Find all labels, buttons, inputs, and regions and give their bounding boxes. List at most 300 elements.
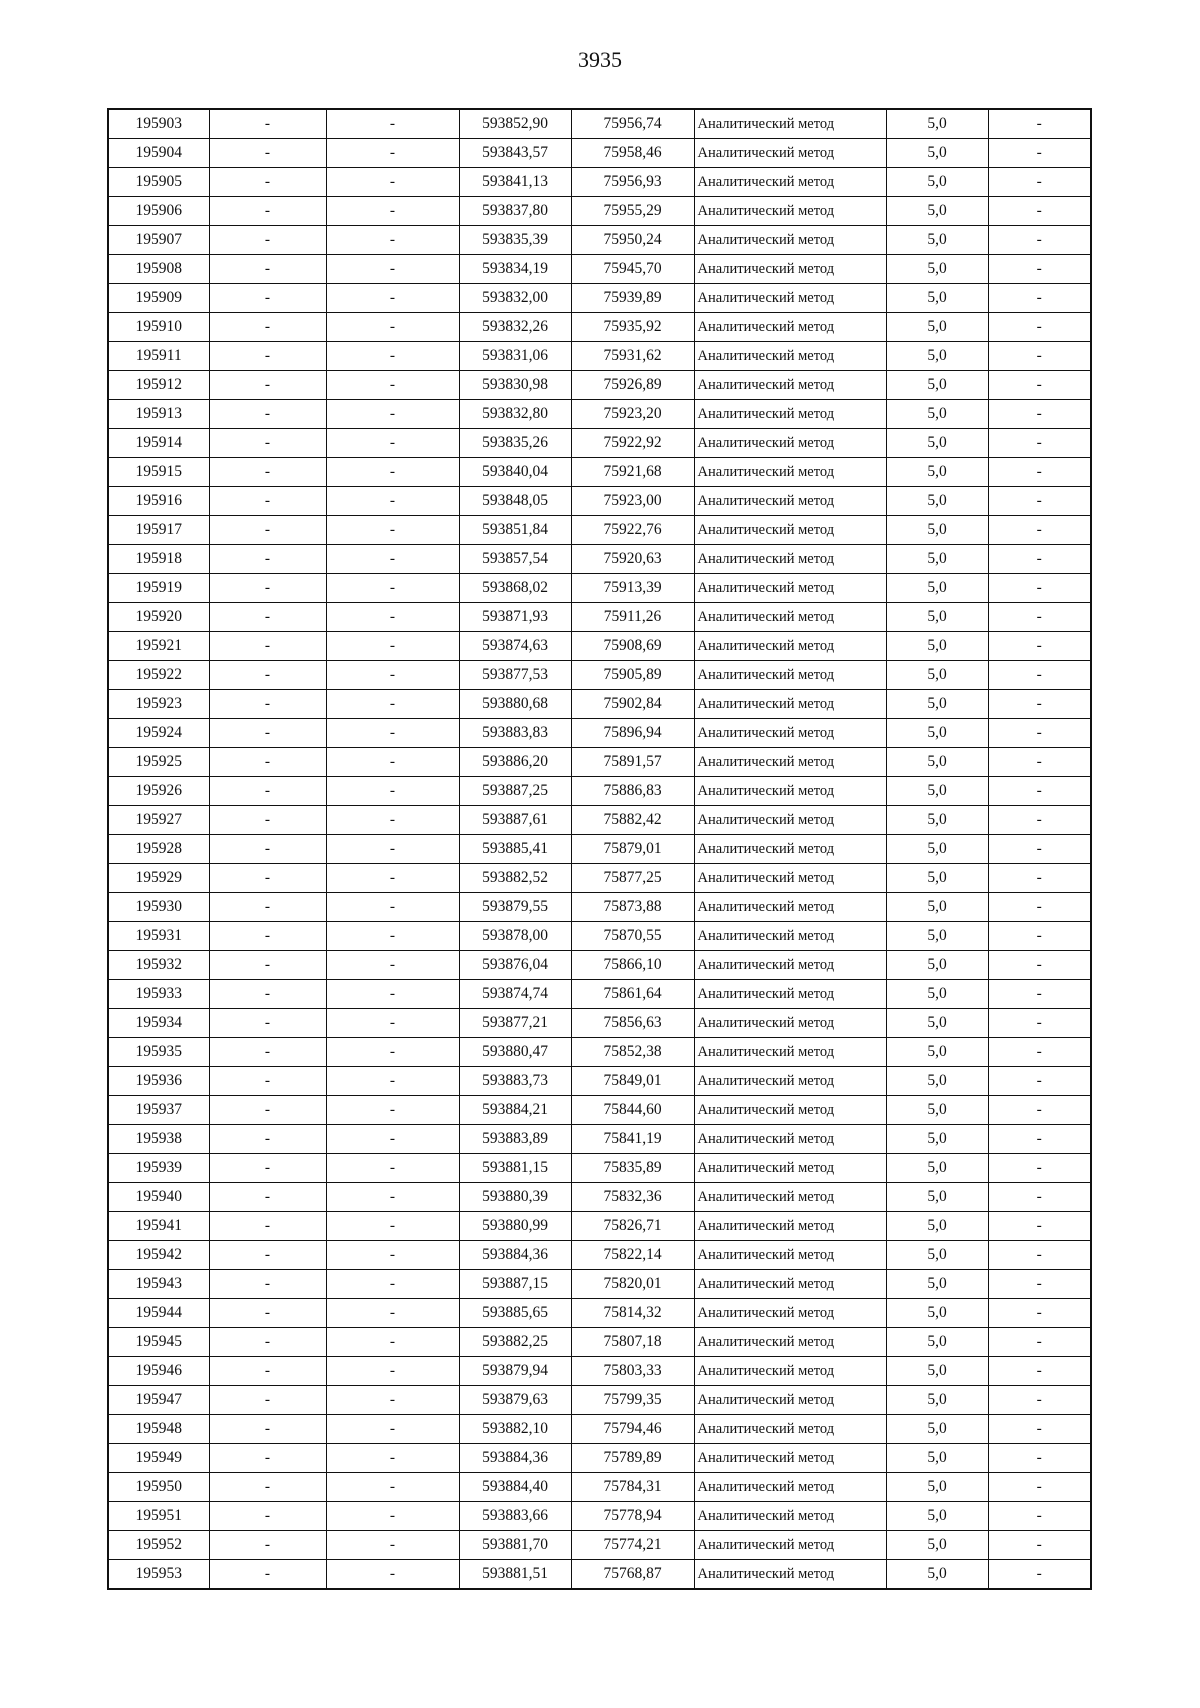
empty-value-cell: -: [988, 632, 1091, 661]
empty-value-cell: -: [209, 1270, 326, 1299]
empty-value-cell: -: [988, 1183, 1091, 1212]
accuracy-cell: 5,0: [886, 516, 988, 545]
accuracy-cell: 5,0: [886, 1473, 988, 1502]
method-cell: Аналитический метод: [694, 893, 886, 922]
empty-value-cell: -: [326, 632, 459, 661]
y-coordinate-cell: 75896,94: [571, 719, 694, 748]
y-coordinate-cell: 75778,94: [571, 1502, 694, 1531]
accuracy-cell: 5,0: [886, 1067, 988, 1096]
empty-value-cell: -: [988, 1502, 1091, 1531]
y-coordinate-cell: 75861,64: [571, 980, 694, 1009]
point-number-cell: 195946: [108, 1357, 209, 1386]
x-coordinate-cell: 593880,47: [459, 1038, 571, 1067]
empty-value-cell: -: [326, 545, 459, 574]
table-row: [108, 806, 1091, 835]
accuracy-cell: 5,0: [886, 603, 988, 632]
accuracy-cell: 5,0: [886, 574, 988, 603]
x-coordinate-cell: 593884,40: [459, 1473, 571, 1502]
y-coordinate-cell: 75826,71: [571, 1212, 694, 1241]
table-row: [108, 545, 1091, 574]
table-row: [108, 1096, 1091, 1125]
accuracy-cell: 5,0: [886, 951, 988, 980]
empty-value-cell: -: [326, 1125, 459, 1154]
empty-value-cell: -: [326, 690, 459, 719]
accuracy-cell: 5,0: [886, 893, 988, 922]
method-cell: Аналитический метод: [694, 197, 886, 226]
x-coordinate-cell: 593886,20: [459, 748, 571, 777]
empty-value-cell: -: [988, 1415, 1091, 1444]
empty-value-cell: -: [209, 1009, 326, 1038]
table-row: [108, 922, 1091, 951]
empty-value-cell: -: [988, 429, 1091, 458]
empty-value-cell: -: [988, 893, 1091, 922]
empty-value-cell: -: [209, 574, 326, 603]
table-row: [108, 777, 1091, 806]
table-row: [108, 1502, 1091, 1531]
method-cell: Аналитический метод: [694, 371, 886, 400]
method-cell: Аналитический метод: [694, 1241, 886, 1270]
method-cell: Аналитический метод: [694, 139, 886, 168]
table-row: [108, 661, 1091, 690]
accuracy-cell: 5,0: [886, 1009, 988, 1038]
empty-value-cell: -: [326, 371, 459, 400]
empty-value-cell: -: [209, 719, 326, 748]
method-cell: Аналитический метод: [694, 1038, 886, 1067]
empty-value-cell: -: [209, 255, 326, 284]
empty-value-cell: -: [209, 1502, 326, 1531]
table-row: [108, 1125, 1091, 1154]
empty-value-cell: -: [326, 284, 459, 313]
empty-value-cell: -: [326, 1328, 459, 1357]
point-number-cell: 195934: [108, 1009, 209, 1038]
point-number-cell: 195904: [108, 139, 209, 168]
point-number-cell: 195915: [108, 458, 209, 487]
x-coordinate-cell: 593880,68: [459, 690, 571, 719]
y-coordinate-cell: 75913,39: [571, 574, 694, 603]
accuracy-cell: 5,0: [886, 1270, 988, 1299]
table-body: [108, 109, 1091, 1589]
x-coordinate-cell: 593883,73: [459, 1067, 571, 1096]
accuracy-cell: 5,0: [886, 1183, 988, 1212]
empty-value-cell: -: [988, 197, 1091, 226]
empty-value-cell: -: [326, 1560, 459, 1590]
empty-value-cell: -: [988, 1154, 1091, 1183]
y-coordinate-cell: 75877,25: [571, 864, 694, 893]
empty-value-cell: -: [988, 777, 1091, 806]
empty-value-cell: -: [326, 661, 459, 690]
empty-value-cell: -: [326, 168, 459, 197]
x-coordinate-cell: 593851,84: [459, 516, 571, 545]
accuracy-cell: 5,0: [886, 1386, 988, 1415]
empty-value-cell: -: [209, 864, 326, 893]
empty-value-cell: -: [209, 835, 326, 864]
page-number: 3935: [578, 47, 622, 72]
empty-value-cell: -: [209, 1560, 326, 1590]
empty-value-cell: -: [326, 603, 459, 632]
x-coordinate-cell: 593883,89: [459, 1125, 571, 1154]
empty-value-cell: -: [988, 1473, 1091, 1502]
table-row: [108, 835, 1091, 864]
empty-value-cell: -: [326, 1241, 459, 1270]
point-number-cell: 195912: [108, 371, 209, 400]
y-coordinate-cell: 75832,36: [571, 1183, 694, 1212]
empty-value-cell: -: [326, 1038, 459, 1067]
accuracy-cell: 5,0: [886, 835, 988, 864]
accuracy-cell: 5,0: [886, 922, 988, 951]
empty-value-cell: -: [988, 1270, 1091, 1299]
empty-value-cell: -: [988, 835, 1091, 864]
empty-value-cell: -: [326, 1386, 459, 1415]
table-row: [108, 400, 1091, 429]
y-coordinate-cell: 75789,89: [571, 1444, 694, 1473]
empty-value-cell: -: [209, 632, 326, 661]
empty-value-cell: -: [326, 748, 459, 777]
empty-value-cell: -: [209, 109, 326, 139]
accuracy-cell: 5,0: [886, 748, 988, 777]
point-number-cell: 195913: [108, 400, 209, 429]
x-coordinate-cell: 593881,51: [459, 1560, 571, 1590]
x-coordinate-cell: 593879,63: [459, 1386, 571, 1415]
empty-value-cell: -: [326, 516, 459, 545]
x-coordinate-cell: 593852,90: [459, 109, 571, 139]
method-cell: Аналитический метод: [694, 1386, 886, 1415]
y-coordinate-cell: 75923,20: [571, 400, 694, 429]
empty-value-cell: -: [988, 168, 1091, 197]
accuracy-cell: 5,0: [886, 1531, 988, 1560]
table-row: [108, 429, 1091, 458]
point-number-cell: 195943: [108, 1270, 209, 1299]
table-row: [108, 255, 1091, 284]
empty-value-cell: -: [326, 197, 459, 226]
empty-value-cell: -: [988, 545, 1091, 574]
empty-value-cell: -: [209, 922, 326, 951]
y-coordinate-cell: 75835,89: [571, 1154, 694, 1183]
y-coordinate-cell: 75822,14: [571, 1241, 694, 1270]
point-number-cell: 195938: [108, 1125, 209, 1154]
method-cell: Аналитический метод: [694, 429, 886, 458]
x-coordinate-cell: 593884,36: [459, 1444, 571, 1473]
point-number-cell: 195939: [108, 1154, 209, 1183]
point-number-cell: 195941: [108, 1212, 209, 1241]
x-coordinate-cell: 593885,41: [459, 835, 571, 864]
point-number-cell: 195931: [108, 922, 209, 951]
empty-value-cell: -: [326, 1444, 459, 1473]
empty-value-cell: -: [988, 1328, 1091, 1357]
table-row: [108, 690, 1091, 719]
empty-value-cell: -: [326, 835, 459, 864]
y-coordinate-cell: 75956,93: [571, 168, 694, 197]
point-number-cell: 195929: [108, 864, 209, 893]
method-cell: Аналитический метод: [694, 342, 886, 371]
x-coordinate-cell: 593877,21: [459, 1009, 571, 1038]
point-number-cell: 195923: [108, 690, 209, 719]
method-cell: Аналитический метод: [694, 1067, 886, 1096]
accuracy-cell: 5,0: [886, 1328, 988, 1357]
y-coordinate-cell: 75905,89: [571, 661, 694, 690]
empty-value-cell: -: [326, 1270, 459, 1299]
empty-value-cell: -: [326, 922, 459, 951]
x-coordinate-cell: 593848,05: [459, 487, 571, 516]
point-number-cell: 195906: [108, 197, 209, 226]
point-number-cell: 195952: [108, 1531, 209, 1560]
method-cell: Аналитический метод: [694, 516, 886, 545]
empty-value-cell: -: [988, 661, 1091, 690]
method-cell: Аналитический метод: [694, 1473, 886, 1502]
point-number-cell: 195918: [108, 545, 209, 574]
empty-value-cell: -: [209, 1212, 326, 1241]
empty-value-cell: -: [326, 139, 459, 168]
point-number-cell: 195916: [108, 487, 209, 516]
method-cell: Аналитический метод: [694, 1415, 886, 1444]
method-cell: Аналитический метод: [694, 951, 886, 980]
empty-value-cell: -: [326, 1212, 459, 1241]
empty-value-cell: -: [988, 1560, 1091, 1590]
empty-value-cell: -: [326, 458, 459, 487]
table-row: [108, 1328, 1091, 1357]
y-coordinate-cell: 75873,88: [571, 893, 694, 922]
accuracy-cell: 5,0: [886, 197, 988, 226]
empty-value-cell: -: [988, 1038, 1091, 1067]
empty-value-cell: -: [988, 719, 1091, 748]
empty-value-cell: -: [326, 980, 459, 1009]
y-coordinate-cell: 75945,70: [571, 255, 694, 284]
y-coordinate-cell: 75768,87: [571, 1560, 694, 1590]
x-coordinate-cell: 593876,04: [459, 951, 571, 980]
x-coordinate-cell: 593879,94: [459, 1357, 571, 1386]
point-number-cell: 195951: [108, 1502, 209, 1531]
method-cell: Аналитический метод: [694, 777, 886, 806]
empty-value-cell: -: [988, 1386, 1091, 1415]
table-row: [108, 1009, 1091, 1038]
method-cell: Аналитический метод: [694, 1502, 886, 1531]
method-cell: Аналитический метод: [694, 690, 886, 719]
empty-value-cell: -: [326, 429, 459, 458]
table-row: [108, 951, 1091, 980]
empty-value-cell: -: [209, 748, 326, 777]
y-coordinate-cell: 75921,68: [571, 458, 694, 487]
table-row: [108, 1067, 1091, 1096]
y-coordinate-cell: 75911,26: [571, 603, 694, 632]
empty-value-cell: -: [326, 255, 459, 284]
table-row: [108, 342, 1091, 371]
empty-value-cell: -: [988, 864, 1091, 893]
empty-value-cell: -: [209, 487, 326, 516]
method-cell: Аналитический метод: [694, 458, 886, 487]
point-number-cell: 195903: [108, 109, 209, 139]
empty-value-cell: -: [326, 1096, 459, 1125]
x-coordinate-cell: 593887,15: [459, 1270, 571, 1299]
y-coordinate-cell: 75849,01: [571, 1067, 694, 1096]
empty-value-cell: -: [209, 777, 326, 806]
empty-value-cell: -: [209, 197, 326, 226]
empty-value-cell: -: [209, 1154, 326, 1183]
empty-value-cell: -: [988, 1241, 1091, 1270]
empty-value-cell: -: [988, 980, 1091, 1009]
table-row: [108, 284, 1091, 313]
point-number-cell: 195910: [108, 313, 209, 342]
y-coordinate-cell: 75844,60: [571, 1096, 694, 1125]
accuracy-cell: 5,0: [886, 342, 988, 371]
accuracy-cell: 5,0: [886, 1502, 988, 1531]
empty-value-cell: -: [209, 1473, 326, 1502]
x-coordinate-cell: 593874,74: [459, 980, 571, 1009]
empty-value-cell: -: [209, 429, 326, 458]
x-coordinate-cell: 593832,80: [459, 400, 571, 429]
table-row: [108, 893, 1091, 922]
method-cell: Аналитический метод: [694, 1299, 886, 1328]
empty-value-cell: -: [326, 109, 459, 139]
method-cell: Аналитический метод: [694, 109, 886, 139]
method-cell: Аналитический метод: [694, 1183, 886, 1212]
empty-value-cell: -: [326, 1299, 459, 1328]
empty-value-cell: -: [209, 603, 326, 632]
method-cell: Аналитический метод: [694, 806, 886, 835]
table-row: [108, 139, 1091, 168]
y-coordinate-cell: 75956,74: [571, 109, 694, 139]
empty-value-cell: -: [988, 922, 1091, 951]
y-coordinate-cell: 75774,21: [571, 1531, 694, 1560]
y-coordinate-cell: 75939,89: [571, 284, 694, 313]
empty-value-cell: -: [209, 168, 326, 197]
accuracy-cell: 5,0: [886, 719, 988, 748]
method-cell: Аналитический метод: [694, 313, 886, 342]
x-coordinate-cell: 593841,13: [459, 168, 571, 197]
empty-value-cell: -: [326, 1183, 459, 1212]
point-number-cell: 195935: [108, 1038, 209, 1067]
method-cell: Аналитический метод: [694, 574, 886, 603]
empty-value-cell: -: [988, 574, 1091, 603]
x-coordinate-cell: 593832,00: [459, 284, 571, 313]
table-row: [108, 1212, 1091, 1241]
method-cell: Аналитический метод: [694, 922, 886, 951]
accuracy-cell: 5,0: [886, 139, 988, 168]
accuracy-cell: 5,0: [886, 284, 988, 313]
table-row: [108, 226, 1091, 255]
y-coordinate-cell: 75866,10: [571, 951, 694, 980]
empty-value-cell: -: [209, 806, 326, 835]
x-coordinate-cell: 593874,63: [459, 632, 571, 661]
method-cell: Аналитический метод: [694, 487, 886, 516]
point-number-cell: 195953: [108, 1560, 209, 1590]
method-cell: Аналитический метод: [694, 1270, 886, 1299]
x-coordinate-cell: 593843,57: [459, 139, 571, 168]
accuracy-cell: 5,0: [886, 313, 988, 342]
empty-value-cell: -: [209, 313, 326, 342]
y-coordinate-cell: 75920,63: [571, 545, 694, 574]
empty-value-cell: -: [209, 1183, 326, 1212]
accuracy-cell: 5,0: [886, 864, 988, 893]
point-number-cell: 195914: [108, 429, 209, 458]
x-coordinate-cell: 593884,36: [459, 1241, 571, 1270]
x-coordinate-cell: 593887,61: [459, 806, 571, 835]
table-row: [108, 109, 1091, 139]
empty-value-cell: -: [988, 458, 1091, 487]
table-row: [108, 1299, 1091, 1328]
x-coordinate-cell: 593868,02: [459, 574, 571, 603]
empty-value-cell: -: [326, 1154, 459, 1183]
x-coordinate-cell: 593832,26: [459, 313, 571, 342]
table-row: [108, 748, 1091, 777]
empty-value-cell: -: [326, 1415, 459, 1444]
method-cell: Аналитический метод: [694, 1328, 886, 1357]
method-cell: Аналитический метод: [694, 284, 886, 313]
point-number-cell: 195911: [108, 342, 209, 371]
point-number-cell: 195925: [108, 748, 209, 777]
empty-value-cell: -: [326, 400, 459, 429]
method-cell: Аналитический метод: [694, 1357, 886, 1386]
table-row: [108, 1357, 1091, 1386]
table-row: [108, 313, 1091, 342]
y-coordinate-cell: 75902,84: [571, 690, 694, 719]
y-coordinate-cell: 75886,83: [571, 777, 694, 806]
method-cell: Аналитический метод: [694, 1154, 886, 1183]
x-coordinate-cell: 593880,39: [459, 1183, 571, 1212]
empty-value-cell: -: [209, 371, 326, 400]
y-coordinate-cell: 75891,57: [571, 748, 694, 777]
method-cell: Аналитический метод: [694, 1096, 886, 1125]
table-row: [108, 1473, 1091, 1502]
point-number-cell: 195905: [108, 168, 209, 197]
empty-value-cell: -: [988, 1125, 1091, 1154]
y-coordinate-cell: 75803,33: [571, 1357, 694, 1386]
point-number-cell: 195908: [108, 255, 209, 284]
accuracy-cell: 5,0: [886, 806, 988, 835]
empty-value-cell: -: [988, 1357, 1091, 1386]
empty-value-cell: -: [326, 806, 459, 835]
y-coordinate-cell: 75784,31: [571, 1473, 694, 1502]
accuracy-cell: 5,0: [886, 545, 988, 574]
empty-value-cell: -: [988, 400, 1091, 429]
accuracy-cell: 5,0: [886, 487, 988, 516]
accuracy-cell: 5,0: [886, 255, 988, 284]
empty-value-cell: -: [988, 342, 1091, 371]
empty-value-cell: -: [988, 255, 1091, 284]
accuracy-cell: 5,0: [886, 1125, 988, 1154]
empty-value-cell: -: [326, 1473, 459, 1502]
x-coordinate-cell: 593877,53: [459, 661, 571, 690]
empty-value-cell: -: [988, 139, 1091, 168]
x-coordinate-cell: 593871,93: [459, 603, 571, 632]
method-cell: Аналитический метод: [694, 864, 886, 893]
table-row: [108, 1183, 1091, 1212]
table-row: [108, 1270, 1091, 1299]
empty-value-cell: -: [988, 1096, 1091, 1125]
empty-value-cell: -: [326, 951, 459, 980]
point-number-cell: 195948: [108, 1415, 209, 1444]
y-coordinate-cell: 75852,38: [571, 1038, 694, 1067]
method-cell: Аналитический метод: [694, 980, 886, 1009]
x-coordinate-cell: 593840,04: [459, 458, 571, 487]
y-coordinate-cell: 75935,92: [571, 313, 694, 342]
accuracy-cell: 5,0: [886, 1154, 988, 1183]
y-coordinate-cell: 75908,69: [571, 632, 694, 661]
method-cell: Аналитический метод: [694, 226, 886, 255]
method-cell: Аналитический метод: [694, 632, 886, 661]
point-number-cell: 195919: [108, 574, 209, 603]
empty-value-cell: -: [988, 226, 1091, 255]
x-coordinate-cell: 593878,00: [459, 922, 571, 951]
method-cell: Аналитический метод: [694, 661, 886, 690]
y-coordinate-cell: 75807,18: [571, 1328, 694, 1357]
method-cell: Аналитический метод: [694, 1444, 886, 1473]
table-row: [108, 632, 1091, 661]
table-row: [108, 516, 1091, 545]
x-coordinate-cell: 593835,39: [459, 226, 571, 255]
empty-value-cell: -: [326, 777, 459, 806]
accuracy-cell: 5,0: [886, 1357, 988, 1386]
table-row: [108, 603, 1091, 632]
empty-value-cell: -: [209, 951, 326, 980]
